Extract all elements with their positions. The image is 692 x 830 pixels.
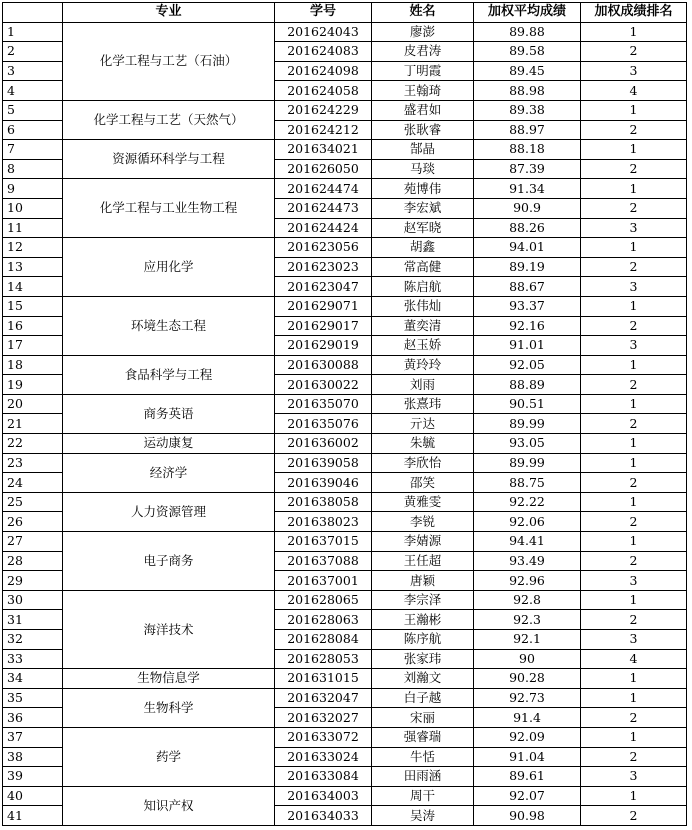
weighted-score-cell: 93.05 (474, 434, 581, 454)
table-row (3, 786, 687, 806)
student-name-cell: 田雨涵 (372, 767, 474, 787)
weighted-score-cell: 92.3 (474, 610, 581, 630)
score-rank-cell: 3 (581, 571, 687, 591)
student-id-cell: 201635076 (275, 414, 372, 434)
score-rank-cell: 2 (581, 375, 687, 395)
student-name-cell: 张家玮 (372, 649, 474, 669)
weighted-score-cell: 92.8 (474, 590, 581, 610)
row-index: 20 (3, 394, 63, 414)
row-index: 4 (3, 81, 63, 101)
student-id-cell: 201636002 (275, 434, 372, 454)
student-name-cell: 王翰琦 (372, 81, 474, 101)
row-index: 15 (3, 296, 63, 316)
student-name-cell: 刘雨 (372, 375, 474, 395)
row-index: 38 (3, 747, 63, 767)
row-index: 22 (3, 434, 63, 454)
row-index: 14 (3, 277, 63, 297)
major-cell: 人力资源管理 (63, 492, 275, 531)
weighted-score-cell: 88.26 (474, 218, 581, 238)
table-row (3, 296, 687, 316)
weighted-score-cell: 92.73 (474, 688, 581, 708)
score-rank-cell: 2 (581, 551, 687, 571)
table-row (3, 688, 687, 708)
weighted-score-cell: 91.4 (474, 708, 581, 728)
table-row (3, 590, 687, 610)
major-cell: 化学工程与工业生物工程 (63, 179, 275, 238)
student-id-cell: 201623047 (275, 277, 372, 297)
major-cell: 食品科学与工程 (63, 355, 275, 394)
table-body (3, 22, 687, 825)
student-name-cell: 刘瀚文 (372, 669, 474, 689)
weighted-score-cell: 92.16 (474, 316, 581, 336)
weighted-score-cell: 89.19 (474, 257, 581, 277)
table-row (3, 434, 687, 454)
student-name-cell: 马琰 (372, 159, 474, 179)
weighted-score-cell: 91.01 (474, 336, 581, 356)
score-rank-cell: 2 (581, 414, 687, 434)
student-id-cell: 201629019 (275, 336, 372, 356)
table-row (3, 238, 687, 258)
student-name-cell: 李婧源 (372, 532, 474, 552)
weighted-score-cell: 88.97 (474, 120, 581, 140)
major-cell: 环境生态工程 (63, 296, 275, 355)
weighted-score-cell: 92.09 (474, 727, 581, 747)
row-index: 34 (3, 669, 63, 689)
score-rank-cell: 3 (581, 336, 687, 356)
row-index: 29 (3, 571, 63, 591)
table-row (3, 140, 687, 160)
score-rank-cell: 2 (581, 473, 687, 493)
weighted-score-cell: 92.06 (474, 512, 581, 532)
row-index: 12 (3, 238, 63, 258)
student-name-cell: 黄玲玲 (372, 355, 474, 375)
row-index: 16 (3, 316, 63, 336)
row-index: 1 (3, 22, 63, 42)
weighted-score-cell: 89.88 (474, 22, 581, 42)
student-name-cell: 赵玉娇 (372, 336, 474, 356)
student-id-cell: 201623056 (275, 238, 372, 258)
table-row (3, 394, 687, 414)
student-name-cell: 朱毓 (372, 434, 474, 454)
table-row (3, 100, 687, 120)
row-index: 13 (3, 257, 63, 277)
student-id-cell: 201629017 (275, 316, 372, 336)
student-id-cell: 201628063 (275, 610, 372, 630)
score-rank-cell: 4 (581, 81, 687, 101)
row-index: 9 (3, 179, 63, 199)
major-cell: 知识产权 (63, 786, 275, 825)
row-index: 7 (3, 140, 63, 160)
weighted-score-cell: 88.67 (474, 277, 581, 297)
score-rank-cell: 1 (581, 688, 687, 708)
weighted-score-cell: 90.9 (474, 198, 581, 218)
row-index: 18 (3, 355, 63, 375)
student-id-cell: 201624229 (275, 100, 372, 120)
row-index: 17 (3, 336, 63, 356)
major-cell: 运动康复 (63, 434, 275, 454)
row-index: 11 (3, 218, 63, 238)
student-name-cell: 牛恬 (372, 747, 474, 767)
row-index: 23 (3, 453, 63, 473)
row-index: 30 (3, 590, 63, 610)
row-index: 26 (3, 512, 63, 532)
row-index: 37 (3, 727, 63, 747)
score-rank-cell: 2 (581, 610, 687, 630)
student-id-cell: 201633084 (275, 767, 372, 787)
student-name-cell: 李欣怡 (372, 453, 474, 473)
table-row (3, 453, 687, 473)
student-id-cell: 201638058 (275, 492, 372, 512)
score-rank-cell: 2 (581, 806, 687, 826)
major-cell: 电子商务 (63, 532, 275, 591)
weighted-score-cell: 93.37 (474, 296, 581, 316)
student-name-cell: 胡鑫 (372, 238, 474, 258)
student-name-cell: 常高健 (372, 257, 474, 277)
score-rank-cell: 3 (581, 277, 687, 297)
score-rank-cell: 2 (581, 512, 687, 532)
score-rank-cell: 1 (581, 355, 687, 375)
weighted-score-cell: 91.04 (474, 747, 581, 767)
score-rank-cell: 1 (581, 669, 687, 689)
student-name-cell: 廖澎 (372, 22, 474, 42)
student-name-cell: 皮君涛 (372, 42, 474, 62)
student-name-cell: 张熹玮 (372, 394, 474, 414)
student-id-cell: 201637088 (275, 551, 372, 571)
weighted-score-cell: 89.45 (474, 61, 581, 81)
score-rank-cell: 2 (581, 120, 687, 140)
score-rank-cell: 2 (581, 159, 687, 179)
score-rank-cell: 1 (581, 492, 687, 512)
score-rank-cell: 2 (581, 708, 687, 728)
weighted-score-cell: 94.41 (474, 532, 581, 552)
major-cell: 生物科学 (63, 688, 275, 727)
student-id-cell: 201624083 (275, 42, 372, 62)
row-index: 21 (3, 414, 63, 434)
student-id-cell: 201632027 (275, 708, 372, 728)
student-id-cell: 201624043 (275, 22, 372, 42)
score-rank-cell: 2 (581, 316, 687, 336)
row-index: 19 (3, 375, 63, 395)
student-name-cell: 强睿瑞 (372, 727, 474, 747)
weighted-score-cell: 92.96 (474, 571, 581, 591)
score-rank-cell: 3 (581, 767, 687, 787)
row-index: 5 (3, 100, 63, 120)
score-rank-cell: 1 (581, 453, 687, 473)
student-id-cell: 201626050 (275, 159, 372, 179)
weighted-score-cell: 89.58 (474, 42, 581, 62)
student-id-cell: 201628084 (275, 630, 372, 650)
table-row (3, 727, 687, 747)
student-name-cell: 李宗泽 (372, 590, 474, 610)
student-name-cell: 宋丽 (372, 708, 474, 728)
weighted-score-cell: 90 (474, 649, 581, 669)
score-rank-cell: 1 (581, 727, 687, 747)
weighted-score-cell: 90.51 (474, 394, 581, 414)
header-row (3, 3, 687, 23)
weighted-score-cell: 88.18 (474, 140, 581, 160)
student-id-cell: 201624474 (275, 179, 372, 199)
student-id-cell: 201633024 (275, 747, 372, 767)
score-rank-cell: 1 (581, 100, 687, 120)
table-row (3, 179, 687, 199)
header-score-rank: 加权成绩排名 (581, 3, 687, 23)
weighted-score-cell: 92.05 (474, 355, 581, 375)
row-index: 24 (3, 473, 63, 493)
row-index: 27 (3, 532, 63, 552)
student-id-cell: 201624058 (275, 81, 372, 101)
header-major: 专业 (63, 3, 275, 23)
student-name-cell: 唐颖 (372, 571, 474, 591)
student-id-cell: 201628065 (275, 590, 372, 610)
student-id-cell: 201624473 (275, 198, 372, 218)
major-cell: 生物信息学 (63, 669, 275, 689)
score-rank-cell: 1 (581, 532, 687, 552)
row-index: 32 (3, 630, 63, 650)
row-index: 36 (3, 708, 63, 728)
student-id-cell: 201637015 (275, 532, 372, 552)
student-id-cell: 201634003 (275, 786, 372, 806)
header-student-id: 学号 (275, 3, 372, 23)
header-weighted-score: 加权平均成绩 (474, 3, 581, 23)
score-rank-cell: 3 (581, 630, 687, 650)
table-row (3, 532, 687, 552)
weighted-score-cell: 88.75 (474, 473, 581, 493)
score-rank-cell: 3 (581, 61, 687, 81)
ranking-table (2, 2, 687, 826)
weighted-score-cell: 88.98 (474, 81, 581, 101)
student-name-cell: 王任超 (372, 551, 474, 571)
major-cell: 海洋技术 (63, 590, 275, 668)
student-name-cell: 丁明霞 (372, 61, 474, 81)
weighted-score-cell: 92.07 (474, 786, 581, 806)
score-rank-cell: 1 (581, 590, 687, 610)
major-cell: 应用化学 (63, 238, 275, 297)
student-id-cell: 201639046 (275, 473, 372, 493)
score-rank-cell: 1 (581, 786, 687, 806)
student-name-cell: 陈启航 (372, 277, 474, 297)
score-rank-cell: 2 (581, 257, 687, 277)
row-index: 10 (3, 198, 63, 218)
student-name-cell: 郜晶 (372, 140, 474, 160)
score-rank-cell: 1 (581, 434, 687, 454)
student-name-cell: 王瀚彬 (372, 610, 474, 630)
major-cell: 化学工程与工艺（天然气） (63, 100, 275, 139)
student-id-cell: 201624424 (275, 218, 372, 238)
student-name-cell: 亓达 (372, 414, 474, 434)
student-name-cell: 白子越 (372, 688, 474, 708)
score-rank-cell: 1 (581, 179, 687, 199)
score-rank-cell: 2 (581, 747, 687, 767)
weighted-score-cell: 87.39 (474, 159, 581, 179)
row-index: 8 (3, 159, 63, 179)
student-id-cell: 201633072 (275, 727, 372, 747)
header-index (3, 3, 63, 23)
major-cell: 药学 (63, 727, 275, 786)
weighted-score-cell: 91.34 (474, 179, 581, 199)
student-id-cell: 201634021 (275, 140, 372, 160)
student-name-cell: 张耿睿 (372, 120, 474, 140)
student-id-cell: 201637001 (275, 571, 372, 591)
table-row (3, 355, 687, 375)
student-id-cell: 201634033 (275, 806, 372, 826)
table-row (3, 22, 687, 42)
student-name-cell: 陈序航 (372, 630, 474, 650)
student-id-cell: 201630088 (275, 355, 372, 375)
major-cell: 资源循环科学与工程 (63, 140, 275, 179)
student-id-cell: 201638023 (275, 512, 372, 532)
row-index: 39 (3, 767, 63, 787)
score-rank-cell: 3 (581, 218, 687, 238)
student-id-cell: 201630022 (275, 375, 372, 395)
student-id-cell: 201623023 (275, 257, 372, 277)
student-id-cell: 201635070 (275, 394, 372, 414)
student-name-cell: 赵军晓 (372, 218, 474, 238)
score-rank-cell: 1 (581, 140, 687, 160)
weighted-score-cell: 94.01 (474, 238, 581, 258)
score-rank-cell: 1 (581, 238, 687, 258)
student-name-cell: 吴涛 (372, 806, 474, 826)
score-rank-cell: 1 (581, 296, 687, 316)
major-cell: 商务英语 (63, 394, 275, 433)
student-id-cell: 201624212 (275, 120, 372, 140)
header-name: 姓名 (372, 3, 474, 23)
student-name-cell: 盛君如 (372, 100, 474, 120)
score-rank-cell: 1 (581, 394, 687, 414)
major-cell: 化学工程与工艺（石油） (63, 22, 275, 100)
student-id-cell: 201632047 (275, 688, 372, 708)
student-name-cell: 张伟灿 (372, 296, 474, 316)
weighted-score-cell: 90.98 (474, 806, 581, 826)
weighted-score-cell: 89.38 (474, 100, 581, 120)
row-index: 25 (3, 492, 63, 512)
student-id-cell: 201628053 (275, 649, 372, 669)
weighted-score-cell: 90.28 (474, 669, 581, 689)
student-name-cell: 邵笑 (372, 473, 474, 493)
weighted-score-cell: 89.99 (474, 453, 581, 473)
row-index: 28 (3, 551, 63, 571)
student-id-cell: 201629071 (275, 296, 372, 316)
score-rank-cell: 4 (581, 649, 687, 669)
row-index: 6 (3, 120, 63, 140)
table-row (3, 492, 687, 512)
weighted-score-cell: 88.89 (474, 375, 581, 395)
row-index: 3 (3, 61, 63, 81)
weighted-score-cell: 92.1 (474, 630, 581, 650)
weighted-score-cell: 89.61 (474, 767, 581, 787)
student-name-cell: 周干 (372, 786, 474, 806)
row-index: 33 (3, 649, 63, 669)
student-id-cell: 201624098 (275, 61, 372, 81)
row-index: 35 (3, 688, 63, 708)
student-name-cell: 李宏斌 (372, 198, 474, 218)
student-name-cell: 董奕清 (372, 316, 474, 336)
row-index: 40 (3, 786, 63, 806)
weighted-score-cell: 89.99 (474, 414, 581, 434)
student-name-cell: 李锐 (372, 512, 474, 532)
student-name-cell: 苑博伟 (372, 179, 474, 199)
score-rank-cell: 1 (581, 22, 687, 42)
major-cell: 经济学 (63, 453, 275, 492)
row-index: 41 (3, 806, 63, 826)
student-id-cell: 201639058 (275, 453, 372, 473)
row-index: 31 (3, 610, 63, 630)
weighted-score-cell: 93.49 (474, 551, 581, 571)
row-index: 2 (3, 42, 63, 62)
table-row (3, 669, 687, 689)
student-id-cell: 201631015 (275, 669, 372, 689)
score-rank-cell: 2 (581, 42, 687, 62)
student-name-cell: 黄雅雯 (372, 492, 474, 512)
score-rank-cell: 2 (581, 198, 687, 218)
weighted-score-cell: 92.22 (474, 492, 581, 512)
